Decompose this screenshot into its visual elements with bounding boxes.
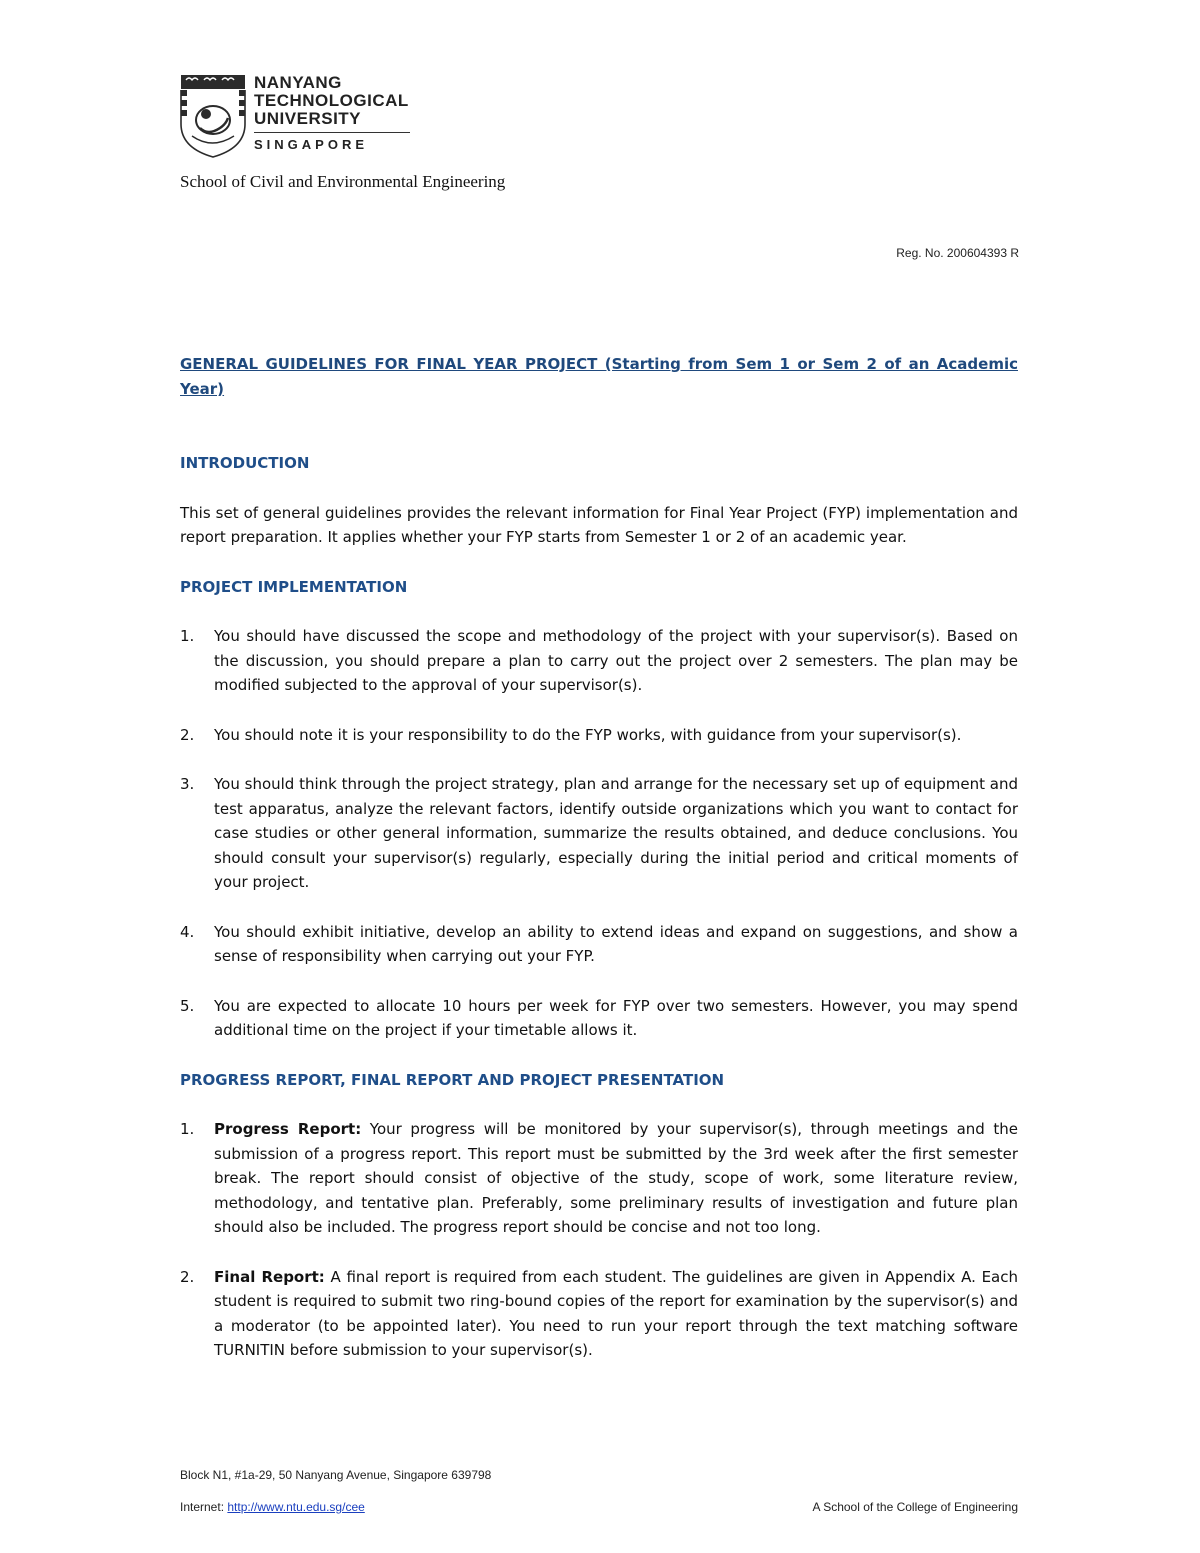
list-item xyxy=(180,772,1018,895)
ntu-crest-icon xyxy=(180,74,246,158)
footer-internet xyxy=(180,1500,365,1514)
list-item-text: You should note it is your responsibility to do the FYP works, with guidance from your supervisor(s). xyxy=(214,725,962,744)
footer-website-link[interactable]: http://www.ntu.edu.sg/cee xyxy=(227,1500,365,1514)
list-item-number: 5. xyxy=(180,996,195,1015)
list-item-number: 2. xyxy=(180,725,195,744)
list-item-label: Final Report: xyxy=(214,1267,325,1286)
implementation-heading: PROJECT IMPLEMENTATION xyxy=(180,577,408,596)
list-item-text: You should exhibit initiative, develop an ability to extend ideas and expand on suggestions, and show a sense of responsibility when carrying out your FYP. xyxy=(214,922,1018,965)
footer-address: Block N1, #1a-29, 50 Nanyang Avenue, Singapore 639798 xyxy=(180,1468,492,1482)
logo-line-4: SINGAPORE xyxy=(254,137,369,152)
school-name: School of Civil and Environmental Engineering xyxy=(180,172,506,191)
university-logo xyxy=(180,74,420,160)
implementation-list xyxy=(180,624,1018,1043)
list-item xyxy=(180,1265,1018,1363)
document-body xyxy=(180,352,1018,1363)
list-item xyxy=(180,1117,1018,1240)
progress-heading: PROGRESS REPORT, FINAL REPORT AND PROJECT PRESENTATION xyxy=(180,1070,725,1089)
list-item-text: You should have discussed the scope and methodology of the project with your supervisor(s). Based on the discussion, you should prepare a plan to carry out the project over 2 semesters. The plan may be modified subjected to the approval of your supervisor(s). xyxy=(214,627,1018,694)
logo-line-1: NANYANG xyxy=(254,73,342,92)
list-item-text: Your progress will be monitored by your supervisor(s), through meetings and the submission of a progress report. This report must be submitted by the 3rd week after the first semester break. The report should consist of objective of the study, scope of work, some literature review, methodology, and tentative plan. Preferably, some preliminary results of investigation and future plan should also be included. The progress report should be concise and not too long. xyxy=(214,1120,1018,1236)
progress-list xyxy=(180,1117,1018,1363)
list-item xyxy=(180,994,1018,1043)
list-item-label: Progress Report: xyxy=(214,1120,362,1138)
list-item xyxy=(180,920,1018,969)
list-item xyxy=(180,723,1018,748)
footer-internet-label: Internet: xyxy=(180,1500,228,1514)
list-item-number: 4. xyxy=(180,922,195,941)
list-item-text: You are expected to allocate 10 hours per week for FYP over two semesters. However, you may spend additional time on the project if your timetable allows it. xyxy=(214,996,1018,1039)
logo-divider xyxy=(254,132,410,133)
footer-college: A School of the College of Engineering xyxy=(812,1500,1018,1514)
list-item-number: 1. xyxy=(180,1120,195,1138)
list-item-text: You should think through the project strategy, plan and arrange for the necessary set up of equipment and test apparatus, analyze the relevant factors, identify outside organizations which you want to contact for case studies or other general information, summarize the results obtained, and deduce conclusions. You should consult your supervisor(s) regularly, especially during the initial period and critical moments of your project. xyxy=(214,775,1018,891)
registration-number: Reg. No. 200604393 R xyxy=(896,246,1019,260)
list-item-number: 1. xyxy=(180,627,195,645)
list-item xyxy=(180,624,1018,698)
logo-line-3: UNIVERSITY xyxy=(254,109,362,128)
document-title: GENERAL GUIDELINES FOR FINAL YEAR PROJECT (Starting from Sem 1 or Sem 2 of an Academic Year) xyxy=(180,355,1018,398)
list-item-text: A final report is required from each student. The guidelines are given in Appendix A. Each student is required to submit two ring-bound copies of the report for examination by the supervisor(s) and a moderator (to be appointed later). You need to run your report through the text matching software TURNITIN before submission to your supervisor(s). xyxy=(214,1267,1018,1359)
introduction-text: This set of general guidelines provides the relevant information for Final Year Project (FYP) implementation and report preparation. It applies whether your FYP starts from Semester 1 or 2 of an academic year. xyxy=(180,503,1018,546)
logo-wordmark xyxy=(254,74,410,153)
list-item-number: 2. xyxy=(180,1267,195,1286)
logo-line-2: TECHNOLOGICAL xyxy=(254,91,409,110)
list-item-number: 3. xyxy=(180,775,195,793)
introduction-heading: INTRODUCTION xyxy=(180,454,310,472)
